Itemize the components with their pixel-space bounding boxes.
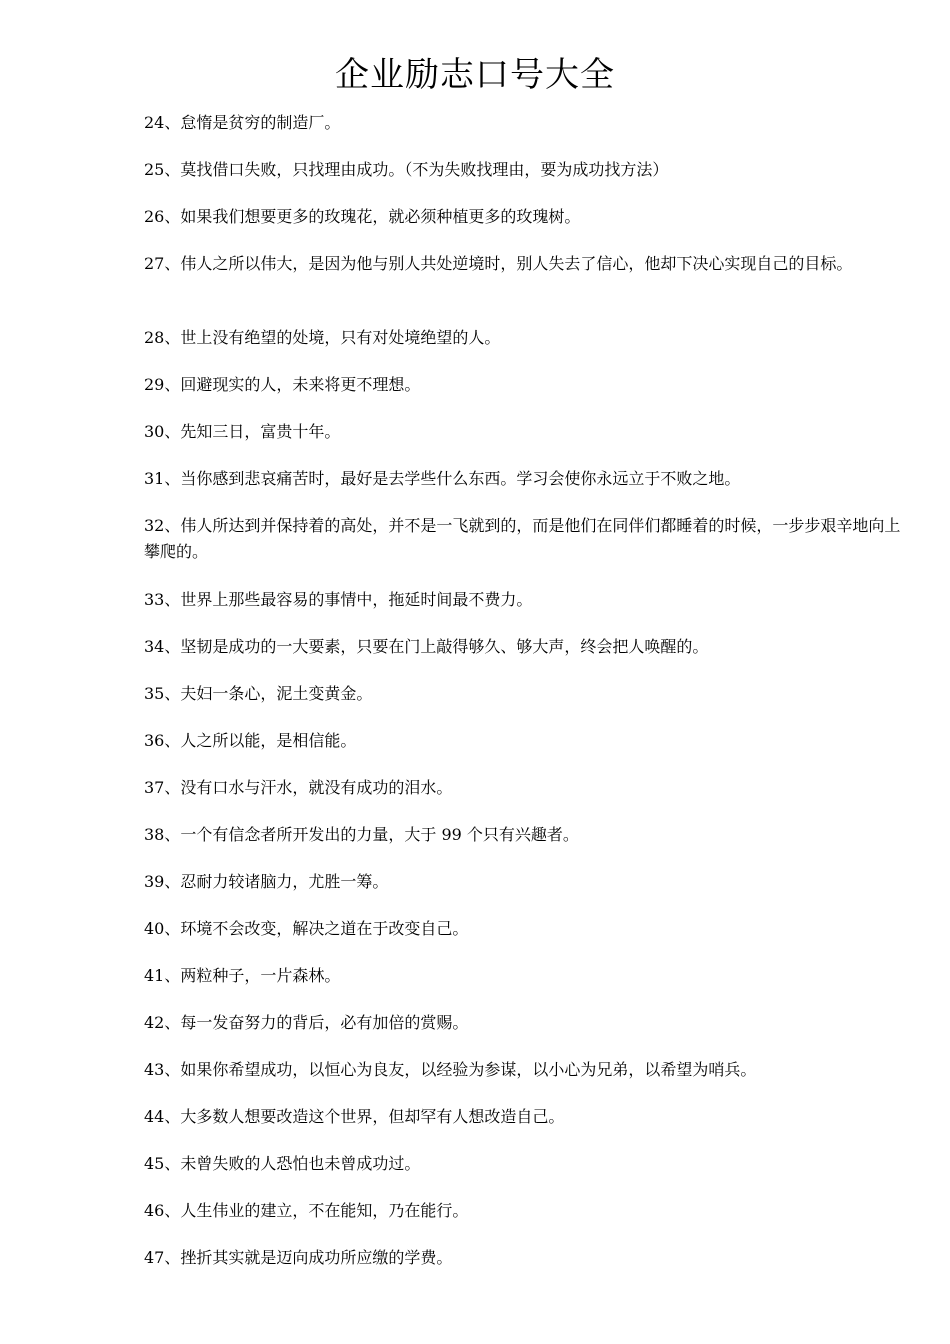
list-item: 35、夫妇一条心，泥土变黄金。 [144,684,373,703]
list-item: 26、如果我们想要更多的玫瑰花，就必须种植更多的玫瑰树。 [144,207,581,226]
list-item: 46、人生伟业的建立，不在能知，乃在能行。 [144,1201,469,1220]
list-item: 42、每一发奋努力的背后，必有加倍的赏赐。 [144,1013,469,1032]
list-item: 41、两粒种子，一片森林。 [144,966,341,985]
list-item: 32、伟人所达到并保持着的高处，并不是一飞就到的，而是他们在同伴们都睡着的时候，一步步艰辛地向上攀爬的。 [144,516,901,561]
list-item: 38、一个有信念者所开发出的力量，大于 99 个只有兴趣者。 [144,825,579,844]
list-item: 25、莫找借口失败，只找理由成功。（不为失败找理由，要为成功找方法） [144,160,669,179]
list-item: 47、挫折其实就是迈向成功所应缴的学费。 [144,1248,453,1267]
list-item: 36、人之所以能，是相信能。 [144,731,357,750]
list-item: 39、忍耐力较诸脑力，尤胜一筹。 [144,872,389,891]
list-item: 43、如果你希望成功，以恒心为良友，以经验为参谋，以小心为兄弟，以希望为哨兵。 [144,1060,757,1079]
list-item: 34、坚韧是成功的一大要素，只要在门上敲得够久、够大声，终会把人唤醒的。 [144,637,709,656]
list-item: 29、回避现实的人，未来将更不理想。 [144,375,421,394]
list-item: 28、世上没有绝望的处境，只有对处境绝望的人。 [144,328,501,347]
list-item: 27、伟人之所以伟大，是因为他与别人共处逆境时，别人失去了信心，他却下决心实现自己的目标。 [144,254,853,273]
list-item: 40、环境不会改变，解决之道在于改变自己。 [144,919,469,938]
document-title: 企业励志口号大全 [335,55,615,95]
list-item: 44、大多数人想要改造这个世界，但却罕有人想改造自己。 [144,1107,565,1126]
list-item: 33、世界上那些最容易的事情中，拖延时间最不费力。 [144,590,533,609]
list-item: 37、没有口水与汗水，就没有成功的泪水。 [144,778,453,797]
list-item: 24、怠惰是贫穷的制造厂。 [144,113,341,132]
list-item: 31、当你感到悲哀痛苦时，最好是去学些什么东西。学习会使你永远立于不败之地。 [144,469,741,488]
list-item: 30、先知三日，富贵十年。 [144,422,341,441]
list-item: 45、未曾失败的人恐怕也未曾成功过。 [144,1154,421,1173]
